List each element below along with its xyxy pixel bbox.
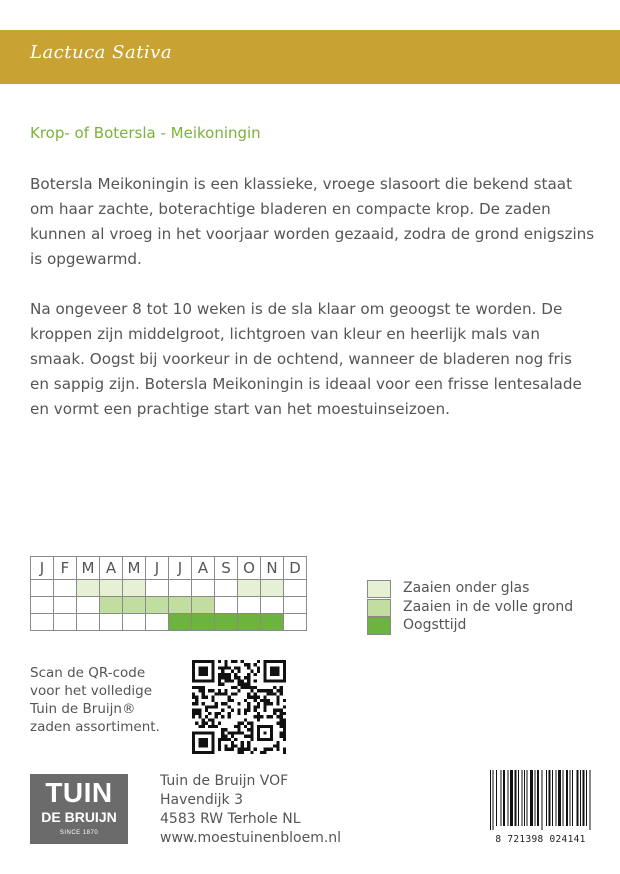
month-cell: N (261, 557, 284, 580)
company-name: Tuin de Bruijn VOF (160, 773, 289, 789)
calendar-cell (284, 614, 307, 631)
calendar-cell (123, 580, 146, 597)
species-title: Lactuca Sativa (30, 42, 173, 63)
month-cell: O (238, 557, 261, 580)
calendar-cell (169, 614, 192, 631)
product-subtitle: Krop- of Botersla - Meikoningin (30, 124, 261, 142)
barcode-icon (488, 770, 593, 830)
calendar-cell (238, 597, 261, 614)
calendar-cell (192, 614, 215, 631)
calendar-cell (100, 580, 123, 597)
calendar-cell (100, 614, 123, 631)
calendar-cell (77, 580, 100, 597)
month-cell: A (100, 557, 123, 580)
barcode-number: 8 721398 024141 (495, 834, 586, 845)
calendar-cell (54, 580, 77, 597)
calendar-cell (238, 580, 261, 597)
calendar-cell (169, 580, 192, 597)
address-city: 4583 RW Terhole NL (160, 811, 301, 827)
legend-swatch-oogst (367, 617, 391, 635)
calendar-row-grond (31, 597, 307, 614)
calendar-cell (146, 597, 169, 614)
legend-label-grond: Zaaien in de volle grond (403, 599, 574, 615)
month-cell: J (146, 557, 169, 580)
calendar-cell (169, 597, 192, 614)
calendar-cell (123, 614, 146, 631)
calendar-cell (31, 614, 54, 631)
month-cell: A (192, 557, 215, 580)
month-cell: D (284, 557, 307, 580)
qr-text-line: voor het volledige (30, 683, 153, 699)
calendar-row-oogst (31, 614, 307, 631)
calendar-cell (54, 597, 77, 614)
calendar-cell (261, 614, 284, 631)
calendar-cell (192, 580, 215, 597)
calendar-cell (284, 580, 307, 597)
legend-swatch-glas (367, 580, 391, 598)
calendar-cell (215, 614, 238, 631)
calendar-cell (192, 597, 215, 614)
legend-label-glas: Zaaien onder glas (403, 580, 530, 596)
logo-text-main: TUIN (45, 777, 113, 808)
month-cell: J (31, 557, 54, 580)
calendar-cell (31, 597, 54, 614)
header-banner (0, 30, 620, 84)
description-paragraph-1: Botersla Meikoningin is een klassieke, vroege slasoort die bekend staat om haar zachte, boterachtige bladeren en compacte krop. De zaden kunnen al vroeg in het voorjaar worden gezaaid, zodra de grond enigszins is opgewarmd. (30, 175, 595, 268)
month-cell: F (54, 557, 77, 580)
calendar-cell (215, 597, 238, 614)
calendar-cell (77, 614, 100, 631)
brand-logo (30, 774, 128, 844)
legend-swatch-grond (367, 599, 391, 617)
qr-instruction (30, 664, 180, 736)
sowing-calendar (30, 556, 307, 631)
logo-text-sub: DE BRUIJN (41, 809, 117, 825)
month-cell: M (77, 557, 100, 580)
qr-code-icon[interactable] (192, 660, 286, 754)
calendar-row-glas (31, 580, 307, 597)
logo-text-since: SINCE 1870 (59, 830, 99, 836)
website-link[interactable]: www.moestuinenbloem.nl (160, 830, 342, 846)
calendar-cell (146, 580, 169, 597)
calendar-cell (284, 597, 307, 614)
month-cell: J (169, 557, 192, 580)
description-paragraph-2: Na ongeveer 8 tot 10 weken is de sla klaar om geoogst te worden. De kroppen zijn middelgroot, lichtgroen van kleur en heerlijk mals van smaak. Oogst bij voorkeur in de ochtend, wanneer de bladeren nog fris en sappig zijn. Botersla Meikoningin is ideaal voor een frisse lentesalade en vormt een prachtige start van het moestuinseizoen. (30, 300, 582, 418)
qr-text-line: Scan de QR-code (30, 665, 146, 681)
address-street: Havendijk 3 (160, 792, 244, 808)
calendar-cell (238, 614, 261, 631)
calendar-cell (123, 597, 146, 614)
calendar-month-row (31, 557, 307, 580)
company-address (160, 772, 341, 848)
qr-text-line: Tuin de Bruijn® (30, 701, 136, 717)
calendar-cell (215, 580, 238, 597)
calendar-cell (54, 614, 77, 631)
legend-label-oogst: Oogsttijd (403, 617, 467, 633)
calendar-cell (146, 614, 169, 631)
calendar-cell (261, 580, 284, 597)
qr-text-line: zaden assortiment. (30, 719, 160, 735)
calendar-cell (261, 597, 284, 614)
month-cell: S (215, 557, 238, 580)
calendar-cell (100, 597, 123, 614)
calendar-cell (77, 597, 100, 614)
calendar-cell (31, 580, 54, 597)
month-cell: M (123, 557, 146, 580)
